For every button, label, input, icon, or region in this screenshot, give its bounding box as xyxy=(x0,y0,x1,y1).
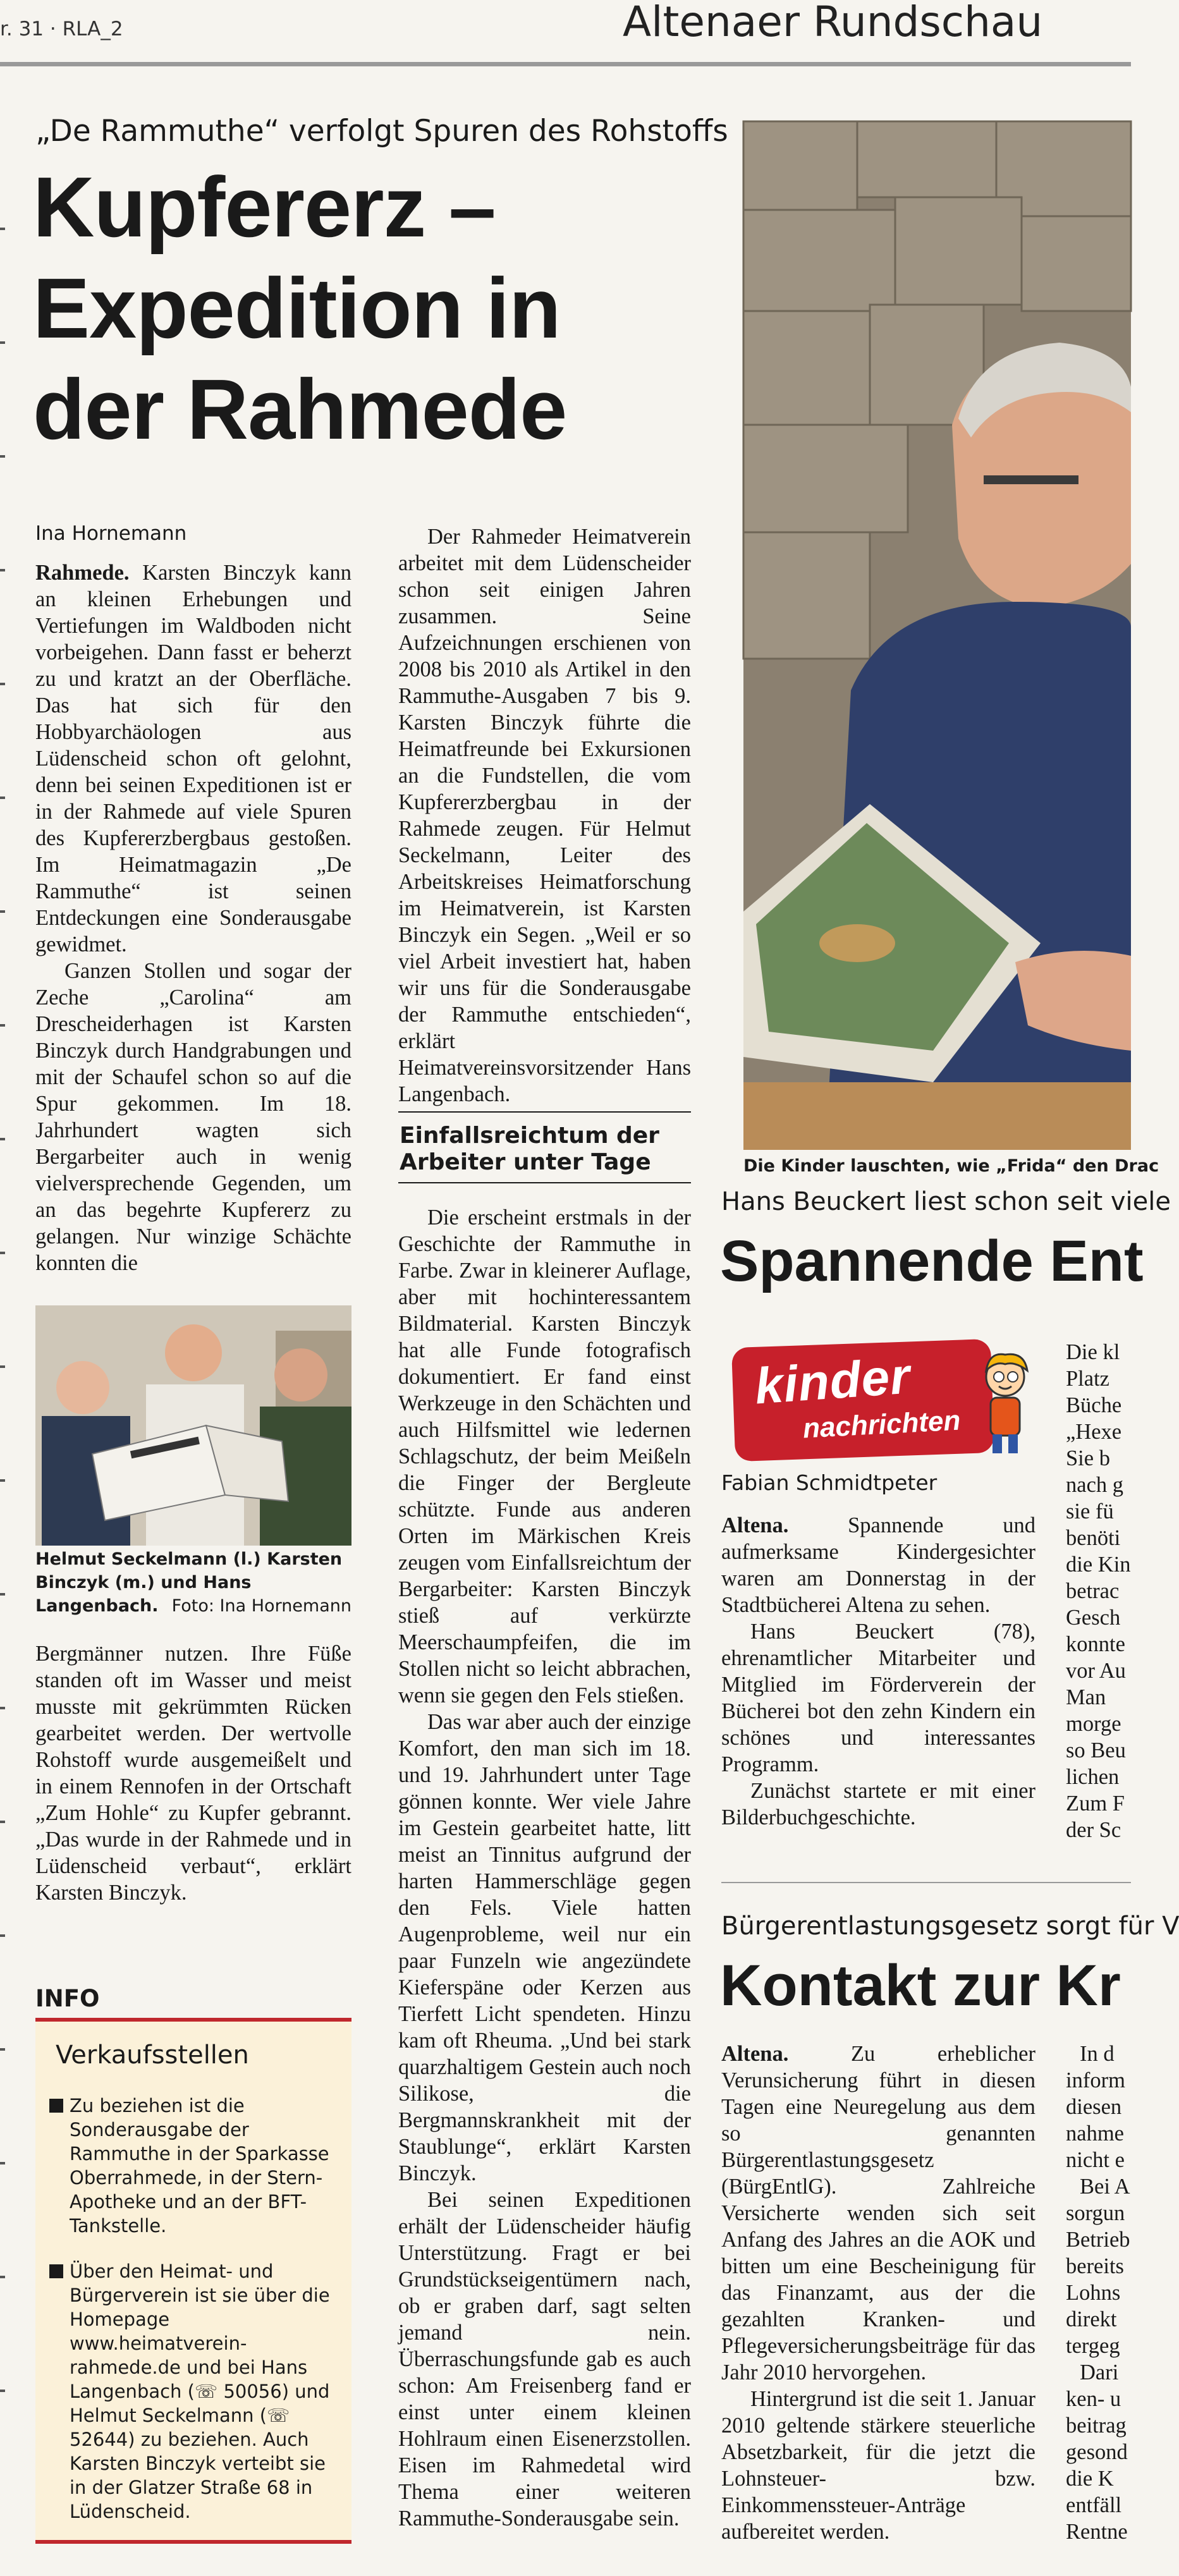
photo-illustration xyxy=(743,121,1131,1150)
article2-col2-fragment: Die kl Platz Büche „Hexe Sie b nach g sie fü benöti die Kin betrac Gesch konnte vor Au Man morge so Beu lichen Zum F der Sc xyxy=(1066,1340,1131,1842)
kinder-nachrichten-logo xyxy=(733,1343,1030,1463)
paragraph: Rahmede. Karsten Binczyk kann an kleinen Erhebungen und Vertiefungen im Waldboden nicht vorbeigehen. Dann fasst er beherzt zu und kratzt an der Oberfläche. Das hat sich für den Hobbyarchäologen aus Lüdenscheid schon oft gelohnt, denn bei seinen Expeditionen ist er in der Rahmede auf viele Spuren des Kupfererzbergbaus gestoßen. Im Heimatmagazin „De Rammuthe“ ist seinen Entdeckungen eine Sonderausgabe gewidmet. xyxy=(35,561,351,956)
paragraph: Zunächst startete er mit einer Bilderbuchgeschichte. xyxy=(721,1779,1035,1829)
article1-photo-caption: Helmut Seckelmann (l.) Karsten Binczyk (m.) und Hans Langenbach. Foto: Ina Hornemann xyxy=(35,1547,351,1618)
article2-photo xyxy=(743,121,1131,1150)
photo-credit: Foto: Ina Hornemann xyxy=(171,1596,351,1616)
article3-col1 xyxy=(721,2041,1035,2545)
paragraph: Altena. Zu erheblicher Verunsicherung führt in diesen Tagen eine Neuregelung aus dem so genannten Bürgerentlastungsgesetz (BürgEntlG). Zahlreiche Versicherte wenden sich seit Anfang des Jahres an die AOK und bitten um eine Bescheinigung für das Finanzamt, aus der die gezahlten Kranken- und Pflegeversicherungsbeiträge für das Jahr 2010 hervorgehen. xyxy=(721,2042,1035,2384)
child-mascot-icon xyxy=(977,1348,1034,1456)
article1-kicker: „De Rammuthe“ verfolgt Spuren des Rohstoffs xyxy=(35,114,728,149)
article2-col1 xyxy=(721,1512,1035,1831)
edition-label: r. 31 · RLA_2 xyxy=(0,18,123,40)
article1-col2-top xyxy=(398,523,691,1108)
bullet-icon xyxy=(49,2264,63,2278)
paragraph: Die erscheint erstmals in der Geschichte der Rammuthe in Farbe. Zwar in kleinerer Auflage, aber mit hochinteressantem Bildmaterial. Karsten Binczyk hat alle Funde fotografisch dokumentiert. Er fand einst Werkzeuge in den Schächten und auch Hilfsmittel wie ledernen Schlagschutz, der beim Meißeln die Finger der Bergleute schützte. Funde aus anderen Orten im Märkischen Kreis zeugen vom Einfallsreichtum der Bergarbeiter: Karsten Binczyk stieß auf verkürzte Meerschaumpfeifen, die im Stollen nicht so leicht abbrachen, wenn sie gegen den Fels stießen. xyxy=(398,1206,691,1707)
subhead-rule-bottom xyxy=(398,1182,691,1183)
article1-photo xyxy=(35,1305,351,1546)
paragraph: Bei seinen Expeditionen erhält der Lüdenscheider häufig Unterstützung. Fragt er bei Grundstückseigentümern nach, ob er graben darf, sagt selten jemand nein. Überraschungsfunde gab es auch schon: Am Freisenberg fand er einst unter einem kleinen Hohlraum einen Eisenerzstollen. Eisen im Rahmedetal wird Thema einer weiteren Rammuthe-Sonderausgabe sein. xyxy=(398,2188,691,2530)
article3-col2-fragment: In d inform diesen nahme nicht e Bei A sorgun Betrieb bereits Lohns direkt tergeg Dari ken- u beitrag gesond die K entfäll Rentne xyxy=(1066,2042,1130,2544)
logo-line-2: nachrichten xyxy=(802,1405,962,1444)
article3-headline: Kontakt zur Kr xyxy=(720,1953,1121,2018)
info-item: Über den Heimat- und Bürgerverein ist sie über die Homepage www.heimatverein-rahmede.de und bei Hans Langenbach (☏ 50056) und Helmut Seckelmann (☏ 52644) zu beziehen. Auch Karsten Binczyk verteibt sie in der Glatzer Straße 68 in Lüdenscheid. xyxy=(49,2259,338,2524)
info-title: Verkaufsstellen xyxy=(56,2041,249,2070)
info-box xyxy=(35,2022,351,2540)
article1-col2-bottom xyxy=(398,1204,691,2532)
info-bottom-rule xyxy=(35,2540,351,2544)
paragraph: Der Rahmeder Heimatverein arbeitet mit dem Lüdenscheider schon seit einigen Jahren zusammen. Seine Aufzeichnungen erschienen von 2008 bis 2010 als Artikel in den Rammuthe-Ausgaben 7 bis 9. Karsten Binczyk führte die Heimatfreunde bei Exkursionen an die Fundstellen, die vom Kupfererzbergbau in der Rahmede zeugen. Für Helmut Seckelmann, Leiter des Arbeitskreises Heimatforschung im Heimatverein, ist Karsten Binczyk ein Segen. „Weil er so viel Arbeit investiert hat, haben wir uns für die Sonderausgabe der Rammuthe entschieden“, erklärt Heimatvereinsvorsitzender Hans Langenbach. xyxy=(398,525,691,1106)
article1-headline xyxy=(33,157,566,460)
info-label: INFO xyxy=(35,1985,100,2012)
left-edge-marks xyxy=(0,152,5,2427)
paragraph: Altena. Spannende und aufmerksame Kindergesichter waren am Donnerstag in der Stadtbücherei Altena zu sehen. xyxy=(721,1513,1035,1617)
article1-subhead: Einfallsreichtum der Arbeiter unter Tage xyxy=(400,1123,659,1175)
photo-illustration xyxy=(35,1305,351,1546)
headline-line-1: Kupfererz – xyxy=(33,159,496,255)
paragraph: Bergmänner nutzen. Ihre Füße standen oft im Wasser und meist musste mit gekrümmten Rücken gearbeitet werden. Der wertvolle Rohstoff wurde ausgemeißelt und in einem Rennofen in der Ortschaft „Zum Hohle“ zu Kupfer gebrannt. „Das wurde in der Rahmede und in Lüdenscheid verbaut“, erklärt Karsten Binczyk. xyxy=(35,1642,351,1905)
article3-kicker: Bürgerentlastungsgesetz sorgt für V xyxy=(721,1912,1179,1941)
header-rule xyxy=(0,62,1131,66)
headline-line-3: der Rahmede xyxy=(33,362,567,457)
paragraph: Das war aber auch der einzige Komfort, den man sich im 18. und 19. Jahrhundert unter Tage gönnen konnte. Wer viele Jahre im Gestein gearbeitet hatte, litt meist an Tinnitus aufgrund der harten Hammerschläge gegen den Fels. Viele hatten Augenprobleme, weil nur ein paar Funzeln wie angezündete Kieferspäne oder Kerzen aus Tierfett Licht spendeten. Hinzu kam oft Rheuma. „Und bei stark quarzhaltigem Gestein auch noch Silikose, die Bergmannskrankheit mit der Staublunge“, erklärt Karsten Binczyk. xyxy=(398,1710,691,2185)
article-divider xyxy=(721,1882,1131,1883)
paragraph: Hans Beuckert (78), ehrenamtlicher Mitarbeiter und Mitglied im Förderverein der Bücherei bot den zehn Kindern ein schönes und interessantes Programm. xyxy=(721,1620,1035,1776)
paragraph: Ganzen Stollen und sogar der Zeche „Carolina“ am Drescheiderhagen ist Karsten Binczyk durch Handgrabungen und mit der Schaufel schon so auf die Spur gekommen. Im 18. Jahrhundert wagten sich Bergarbeiter auch in wenig vielversprechende Gegenden, um an das begehrte Kupfererz zu gelangen. Nur winzige Schächte konnten die xyxy=(35,959,351,1275)
subhead-rule-top xyxy=(398,1111,691,1113)
info-item: Zu beziehen ist die Sonderausgabe der Rammuthe in der Sparkasse Oberrahmede, in der Stern-Apotheke und an der BFT-Tankstelle. xyxy=(49,2094,338,2238)
bullet-icon xyxy=(49,2099,63,2113)
logo-line-1: kinder xyxy=(753,1347,912,1415)
article1-author: Ina Hornemann xyxy=(35,522,187,545)
article2-kicker: Hans Beuckert liest schon seit viele xyxy=(721,1187,1171,1216)
article1-col1-top xyxy=(35,559,351,1276)
article2-author: Fabian Schmidtpeter xyxy=(721,1470,938,1495)
newspaper-title: Altenaer Rundschau xyxy=(623,0,1043,46)
article1-col1-bottom xyxy=(35,1640,351,1906)
article2-headline: Spannende Ent xyxy=(720,1229,1144,1293)
headline-line-2: Expedition in xyxy=(33,260,561,356)
article2-photo-caption: Die Kinder lauschten, wie „Frida“ den Drac xyxy=(743,1156,1159,1176)
paragraph: Hintergrund ist die seit 1. Januar 2010 geltende stärkere steuerliche Absetzbarkeit, für die jetzt die Lohnsteuer- bzw. Einkommenssteuer-Anträge aufbereitet werden. xyxy=(721,2387,1035,2544)
